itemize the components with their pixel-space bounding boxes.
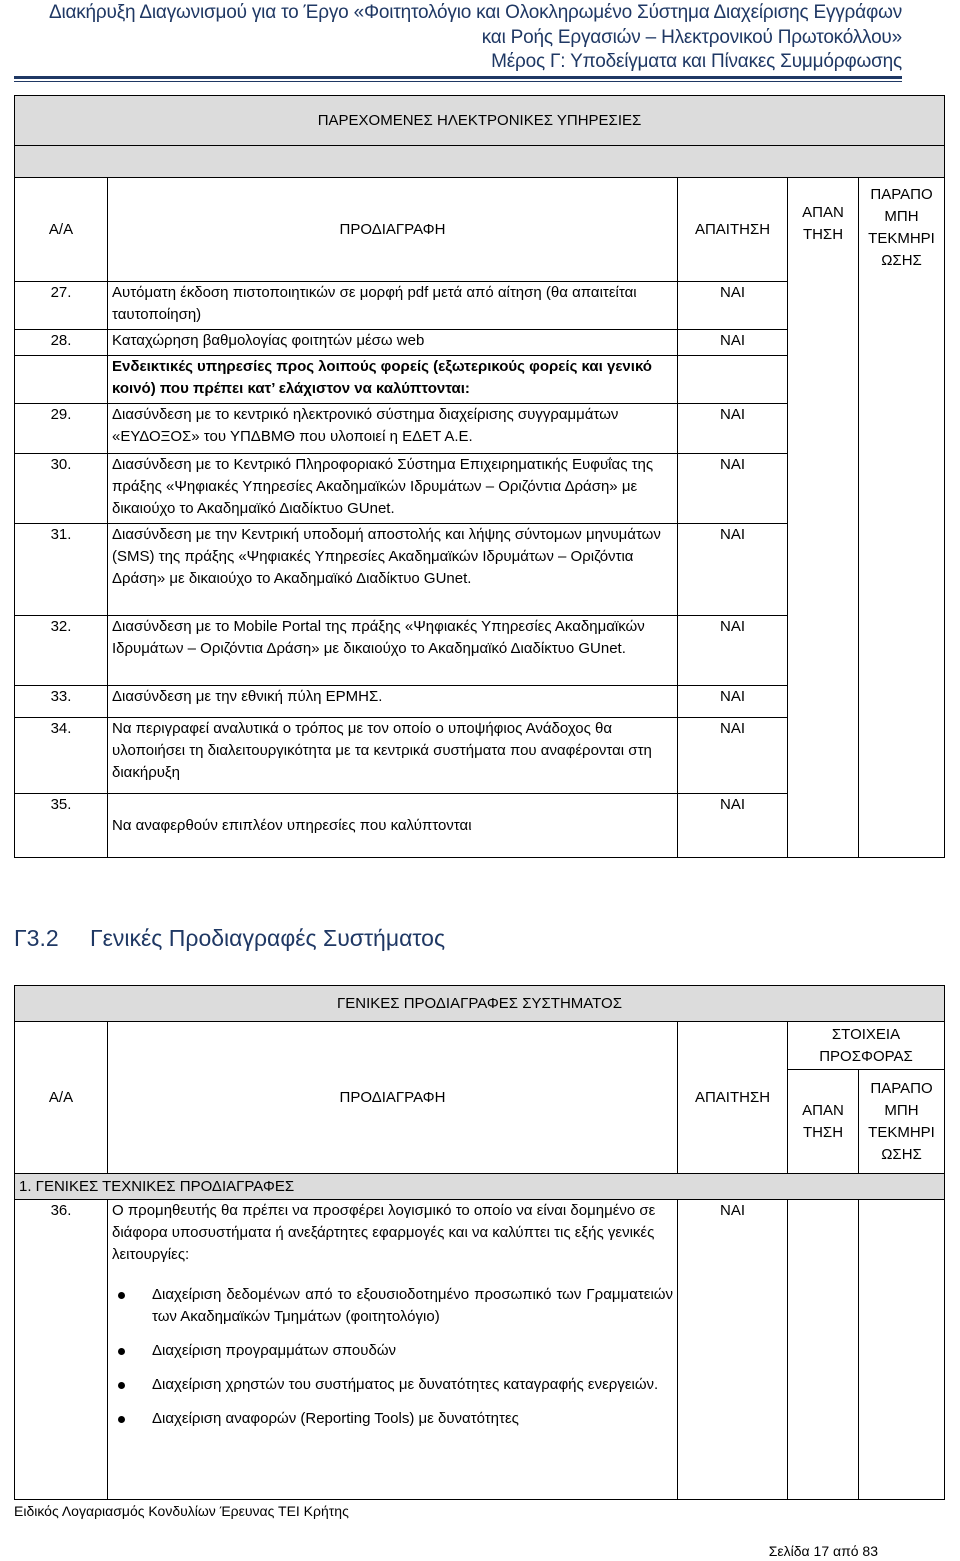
row-requirement: ΝΑΙ xyxy=(678,404,788,454)
general-specs-table xyxy=(14,985,945,1500)
row-spec: Ο προμηθευτής θα πρέπει να προσφέρει λογισμικό το οποίο να είναι δομημένο σε διάφορα υποσυστήματα ή ανεξάρτητες εφαρμογές και να καλύπτει τις εξής γενικές λειτουργίες: xyxy=(112,1202,656,1263)
row-requirement: ΝΑΙ xyxy=(678,686,788,718)
row-spec: Διασύνδεση με την Κεντρική υποδομή αποστολής και λήψης σύντομων μηνυμάτων (SMS) της πράξης «Ψηφιακές Υπηρεσίες Ακαδημαϊκών Ιδρυμάτων – Οριζόντια Δράση» με δικαιούχο το Ακαδημαϊκό Διαδίκτυο GUnet. xyxy=(108,524,678,616)
col-header-spec: ΠΡΟΔΙΑΓΡΑΦΗ xyxy=(108,178,678,282)
section-heading xyxy=(14,925,445,952)
list-item: Διαχείριση αναφορών (Reporting Tools) με δυνατότητες xyxy=(152,1408,673,1430)
row-number: 28. xyxy=(15,330,108,356)
row-spec: Διασύνδεση με το κεντρικό ηλεκτρονικό σύστημα διαχείρισης συγγραμμάτων «ΕΥΔΟΞΟΣ» του ΥΠΔΒΜΘ που υλοποιεί η ΕΔΕΤ Α.Ε. xyxy=(108,404,678,454)
col-header-requirement: ΑΠΑΙΤΗΣΗ xyxy=(678,1022,788,1174)
row-spec: Διασύνδεση με το Mobile Portal της πράξης «Ψηφιακές Υπηρεσίες Ακαδημαϊκών Ιδρυμάτων – Οριζόντια Δράση» με δικαιούχο το Ακαδημαϊκό Διαδίκτυο GUnet. xyxy=(108,616,678,686)
row-spec: Διασύνδεση με την εθνική πύλη ΕΡΜΗΣ. xyxy=(108,686,678,718)
row-number: 27. xyxy=(15,282,108,330)
col-header-requirement: ΑΠΑΙΤΗΣΗ xyxy=(678,178,788,282)
col-header-reference: ΠΑΡΑΠΟ ΜΠΗ ΤΕΚΜΗΡΙ ΩΣΗΣ xyxy=(859,1070,945,1174)
row-reference xyxy=(859,1200,945,1500)
row-number: 33. xyxy=(15,686,108,718)
list-item: Διαχείριση χρηστών του συστήματος με δυνατότητες καταγραφής ενεργειών. xyxy=(152,1374,673,1396)
page-number: Σελίδα 17 από 83 xyxy=(768,1543,878,1559)
row-spec: Αυτόματη έκδοση πιστοποιητικών σε μορφή pdf μετά από αίτηση (θα απαιτείται ταυτοποίηση) xyxy=(108,282,678,330)
row-requirement: ΝΑΙ xyxy=(678,524,788,616)
row-number: 29. xyxy=(15,404,108,454)
row-spec-cell xyxy=(108,1200,678,1500)
footer-organization: Ειδικός Λογαριασμός Κονδυλίων Έρευνας ΤΕΙ Κρήτης xyxy=(14,1503,349,1519)
row-spec: Καταχώρηση βαθμολογίας φοιτητών μέσω web xyxy=(108,330,678,356)
general-specs-table-title: ΓΕΝΙΚΕΣ ΠΡΟΔΙΑΓΡΑΦΕΣ ΣΥΣΤΗΜΑΤΟΣ xyxy=(15,986,945,1022)
col-header-offer: ΣΤΟΙΧΕΙΑ ΠΡΟΣΦΟΡΑΣ xyxy=(788,1022,945,1070)
col-header-aa: Α/Α xyxy=(15,178,108,282)
col-header-answer: ΑΠΑΝ ΤΗΣΗ xyxy=(788,1070,859,1174)
row-number xyxy=(15,356,108,404)
col-header-reference: ΠΑΡΑΠΟ ΜΠΗ ΤΕΚΜΗΡΙ ΩΣΗΣ xyxy=(859,178,945,858)
row-answer xyxy=(788,1200,859,1500)
list-item: Διαχείριση προγραμμάτων σπουδών xyxy=(152,1340,673,1362)
list-item: Διαχείριση δεδομένων από το εξουσιοδοτημένο προσωπικό των Γραμματειών των Ακαδημαϊκών Τμημάτων (φοιτητολόγιο) xyxy=(152,1284,673,1328)
row-requirement: ΝΑΙ xyxy=(678,282,788,330)
row-subheading: Ενδεικτικές υπηρεσίες προς λοιπούς φορείς (εξωτερικούς φορείς και γενικό κοινό) που πρέπει κατ’ ελάχιστον να καλύπτονται: xyxy=(108,356,678,404)
row-number: 34. xyxy=(15,718,108,794)
group-heading: 1. ΓΕΝΙΚΕΣ ΤΕΧΝΙΚΕΣ ΠΡΟΔΙΑΓΡΑΦΕΣ xyxy=(15,1174,945,1200)
col-header-aa: Α/Α xyxy=(15,1022,108,1174)
header-title-line-2: και Ροής Εργασιών – Ηλεκτρονικού Πρωτοκόλλου» xyxy=(481,27,902,48)
services-table-spacer xyxy=(15,146,945,178)
row-requirement xyxy=(678,356,788,404)
row-requirement: ΝΑΙ xyxy=(678,794,788,858)
header-rule-thin xyxy=(14,81,902,82)
row-requirement: ΝΑΙ xyxy=(678,718,788,794)
col-header-answer: ΑΠΑΝ ΤΗΣΗ xyxy=(788,178,859,858)
row-spec: Να αναφερθούν επιπλέον υπηρεσίες που καλύπτονται xyxy=(108,794,678,858)
col-header-spec: ΠΡΟΔΙΑΓΡΑΦΗ xyxy=(108,1022,678,1174)
header-title-line-1: Διακήρυξη Διαγωνισμού για το Έργο «Φοιτητολόγιο και Ολοκληρωμένο Σύστημα Διαχείρισης Εγγράφων xyxy=(48,2,902,23)
header-rule xyxy=(14,76,902,79)
services-table xyxy=(14,95,945,858)
row-requirement: ΝΑΙ xyxy=(678,1200,788,1500)
section-number: Γ3.2 xyxy=(14,925,59,951)
row-number: 32. xyxy=(15,616,108,686)
row-requirement: ΝΑΙ xyxy=(678,454,788,524)
row-requirement: ΝΑΙ xyxy=(678,616,788,686)
row-number: 36. xyxy=(15,1200,108,1500)
row-number: 30. xyxy=(15,454,108,524)
row-number: 31. xyxy=(15,524,108,616)
row-spec: Διασύνδεση με το Κεντρικό Πληροφοριακό Σύστημα Επιχειρηματικής Ευφυΐας της πράξης «Ψηφιακές Υπηρεσίες Ακαδημαϊκών Ιδρυμάτων – Οριζόντια Δράση» με δικαιούχο το Ακαδημαϊκό Διαδίκτυο GUnet. xyxy=(108,454,678,524)
services-table-title: ΠΑΡΕΧΟΜΕΝΕΣ ΗΛΕΚΤΡΟΝΙΚΕΣ ΥΠΗΡΕΣΙΕΣ xyxy=(15,96,945,146)
row-number: 35. xyxy=(15,794,108,858)
section-title: Γενικές Προδιαγραφές Συστήματος xyxy=(90,925,446,951)
row-spec: Να περιγραφεί αναλυτικά ο τρόπος με τον οποίο ο υποψήφιος Ανάδοχος θα υλοποιήσει τη διαλειτουργικότητα με τα κεντρικά συστήματα που αναφέρονται στη διακήρυξη xyxy=(108,718,678,794)
function-list xyxy=(112,1284,673,1430)
row-requirement: ΝΑΙ xyxy=(678,330,788,356)
header-title-line-3: Μέρος Γ: Υποδείγματα και Πίνακες Συμμόρφωσης xyxy=(491,51,902,72)
